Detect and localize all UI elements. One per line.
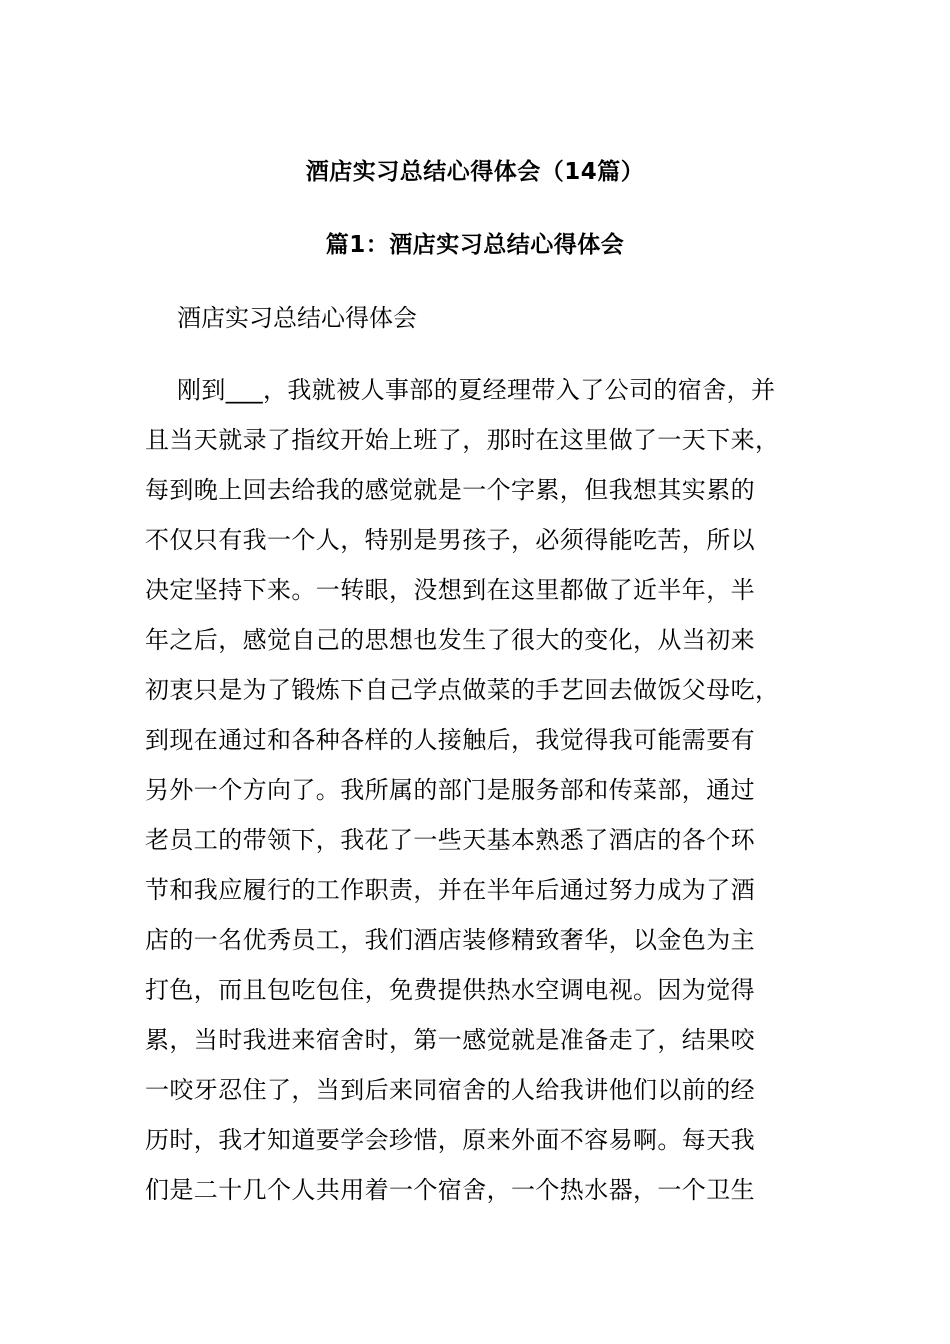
body-line: 历时，我才知道要学会珍惜，原来外面不容易啊。每天我 (145, 1126, 755, 1154)
body-line: 累，当时我进来宿舍时，第一感觉就是准备走了，结果咬 (145, 1026, 755, 1054)
body-line: 打色，而且包吃包住，免费提供热水空调电视。因为觉得 (145, 976, 755, 1004)
body-line: 另外一个方向了。我所属的部门是服务部和传菜部，通过 (145, 776, 755, 804)
body-line: 且当天就录了指纹开始上班了，那时在这里做了一天下来， (145, 426, 780, 454)
body-line: 年之后，感觉自己的思想也发生了很大的变化，从当初来 (145, 626, 755, 654)
body-line: 每到晚上回去给我的感觉就是一个字累，但我想其实累的 (145, 476, 755, 504)
body-paragraph (145, 372, 825, 1222)
body-line: 一咬牙忍住了，当到后来同宿舍的人给我讲他们以前的经 (145, 1076, 755, 1104)
body-line: 不仅只有我一个人，特别是男孩子，必须得能吃苦，所以 (145, 526, 755, 554)
body-line: 决定坚持下来。一转眼，没想到在这里都做了近半年，半 (145, 576, 755, 604)
body-line: 节和我应履行的工作职责，并在半年后通过努力成为了酒 (145, 876, 755, 904)
article-subtitle: 酒店实习总结心得体会 (177, 304, 417, 332)
document-title: 酒店实习总结心得体会（14篇） (305, 159, 645, 185)
body-line: 店的一名优秀员工，我们酒店装修精致奢华，以金色为主 (145, 926, 755, 954)
body-line: 到现在通过和各种各样的人接触后，我觉得我可能需要有 (145, 726, 755, 754)
body-line: 老员工的带领下，我花了一些天基本熟悉了酒店的各个环 (145, 826, 755, 854)
section-heading: 篇1：酒店实习总结心得体会 (325, 232, 625, 258)
body-line: 们是二十几个人共用着一个宿舍，一个热水器，一个卫生 (145, 1176, 755, 1204)
body-line: 初衷只是为了锻炼下自己学点做菜的手艺回去做饭父母吃， (145, 676, 780, 704)
body-line: 刚到___，我就被人事部的夏经理带入了公司的宿舍，并 (177, 376, 776, 404)
